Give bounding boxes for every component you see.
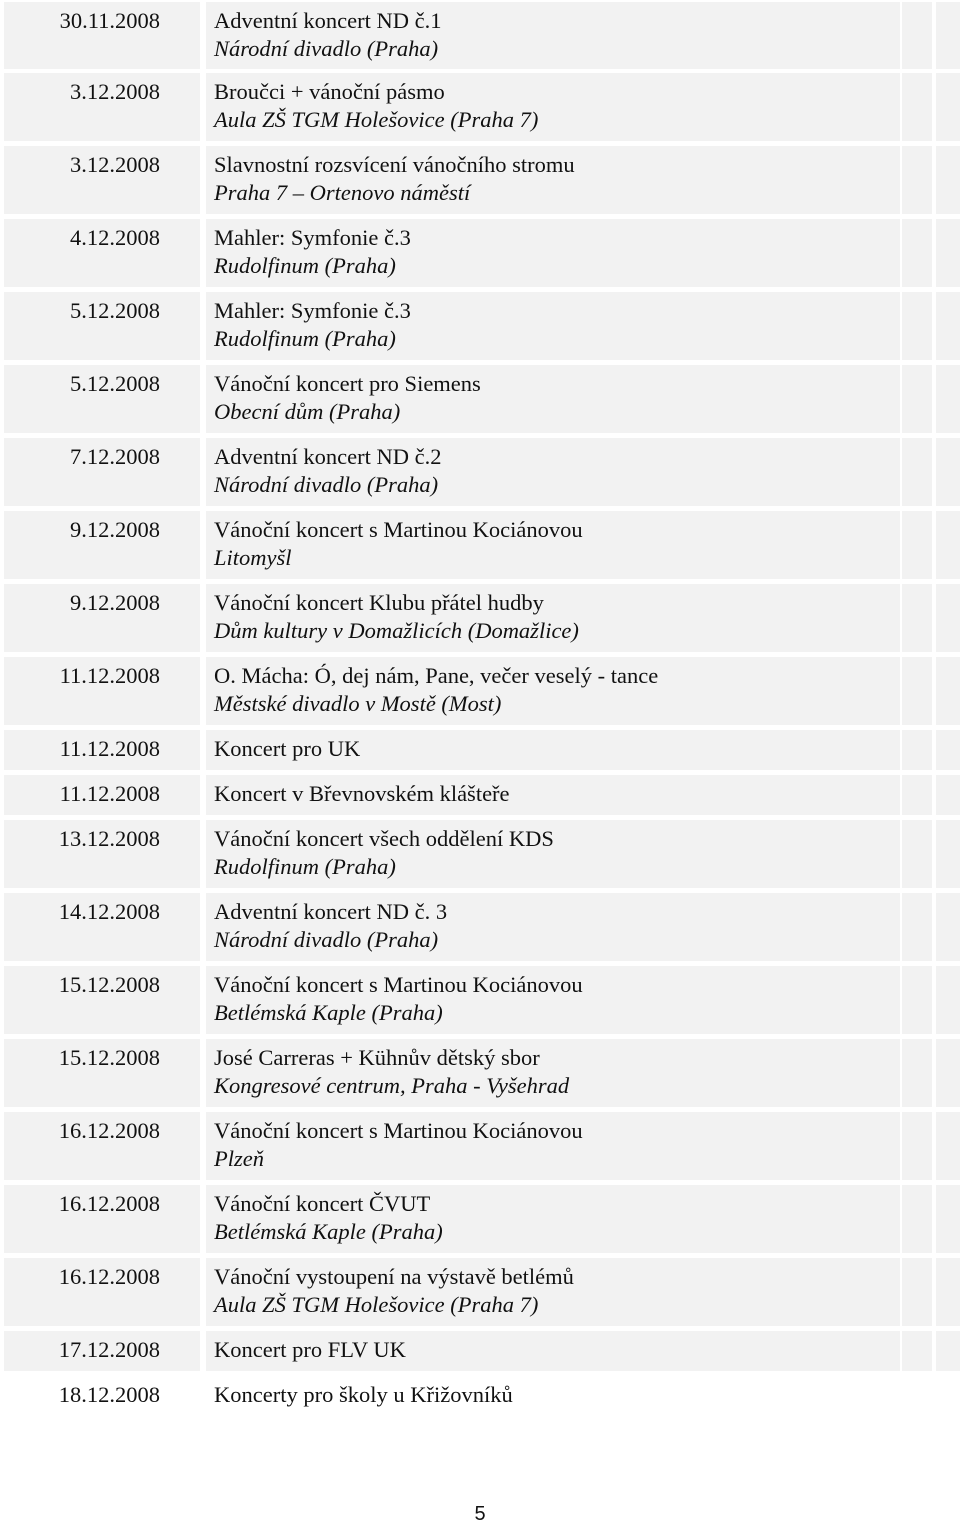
table-cell-background bbox=[936, 365, 960, 433]
table-cell-background bbox=[936, 893, 960, 961]
table-row bbox=[0, 1112, 960, 1180]
event-venue: Dům kultury v Domažlicích (Domažlice) bbox=[214, 618, 579, 643]
table-cell-background bbox=[936, 1258, 960, 1326]
event-date: 13.12.2008 bbox=[58, 826, 160, 851]
table-cell-background bbox=[936, 730, 960, 770]
table-cell-background bbox=[902, 365, 932, 433]
table-row bbox=[0, 893, 960, 961]
event-date: 5.12.2008 bbox=[70, 298, 160, 323]
event-title: Koncert pro UK bbox=[214, 736, 361, 761]
table-cell-background bbox=[936, 438, 960, 506]
event-date: 30.11.2008 bbox=[59, 8, 160, 33]
event-date: 16.12.2008 bbox=[58, 1191, 160, 1216]
table-cell-background bbox=[902, 1185, 932, 1253]
event-venue: Aula ZŠ TGM Holešovice (Praha 7) bbox=[214, 1292, 539, 1317]
event-venue: Praha 7 – Ortenovo náměstí bbox=[214, 180, 471, 205]
table-row bbox=[0, 775, 960, 815]
event-date: 11.12.2008 bbox=[59, 736, 160, 761]
table-row bbox=[0, 438, 960, 506]
table-row bbox=[0, 730, 960, 770]
table-cell-background bbox=[936, 146, 960, 214]
table-cell-background bbox=[936, 1185, 960, 1253]
table-cell-background bbox=[902, 1039, 932, 1107]
table-row bbox=[0, 365, 960, 433]
event-title: Adventní koncert ND č. 3 bbox=[214, 899, 448, 924]
table-row bbox=[0, 1185, 960, 1253]
event-title: Koncert pro FLV UK bbox=[214, 1337, 406, 1362]
event-date: 11.12.2008 bbox=[59, 781, 160, 806]
event-date: 4.12.2008 bbox=[70, 225, 160, 250]
table-cell-background bbox=[936, 966, 960, 1034]
table-cell-background bbox=[936, 1331, 960, 1371]
table-row bbox=[0, 292, 960, 360]
table-cell-background bbox=[902, 73, 932, 141]
event-title: Vánoční koncert s Martinou Kociánovou bbox=[214, 972, 583, 997]
page-number: 5 bbox=[474, 1503, 486, 1525]
event-title: Mahler: Symfonie č.3 bbox=[214, 225, 411, 250]
event-title: O. Mácha: Ó, dej nám, Pane, večer veselý - tance bbox=[214, 663, 659, 688]
event-date: 17.12.2008 bbox=[58, 1337, 160, 1362]
event-title: Vánoční koncert s Martinou Kociánovou bbox=[214, 1118, 583, 1143]
table-cell-background bbox=[936, 775, 960, 815]
event-venue: Národní divadlo (Praha) bbox=[214, 472, 439, 497]
event-date: 9.12.2008 bbox=[70, 517, 160, 542]
event-date: 7.12.2008 bbox=[70, 444, 160, 469]
table-cell-background bbox=[936, 292, 960, 360]
event-date: 11.12.2008 bbox=[59, 663, 160, 688]
table-cell-background bbox=[936, 820, 960, 888]
table-row bbox=[0, 2, 960, 69]
event-venue: Kongresové centrum, Praha - Vyšehrad bbox=[214, 1073, 570, 1098]
event-venue: Městské divadlo v Mostě (Most) bbox=[214, 691, 502, 716]
event-date: 5.12.2008 bbox=[70, 371, 160, 396]
event-venue: Plzeň bbox=[214, 1146, 264, 1171]
event-venue: Betlémská Kaple (Praha) bbox=[214, 1219, 443, 1244]
table-row bbox=[0, 511, 960, 579]
event-date: 3.12.2008 bbox=[70, 152, 160, 177]
table-cell-background bbox=[936, 73, 960, 141]
table-cell-background bbox=[936, 219, 960, 287]
table-row bbox=[0, 1331, 960, 1371]
event-date: 14.12.2008 bbox=[58, 899, 160, 924]
event-date: 3.12.2008 bbox=[70, 79, 160, 104]
event-title: Adventní koncert ND č.1 bbox=[214, 8, 442, 33]
table-cell-background bbox=[902, 730, 932, 770]
table-cell-background bbox=[902, 219, 932, 287]
event-date: 15.12.2008 bbox=[58, 1045, 160, 1070]
event-date: 16.12.2008 bbox=[58, 1264, 160, 1289]
table-cell-background bbox=[936, 584, 960, 652]
event-title: Vánoční koncert ČVUT bbox=[214, 1191, 431, 1216]
table-cell-background bbox=[936, 511, 960, 579]
event-date: 16.12.2008 bbox=[58, 1118, 160, 1143]
event-title: Koncerty pro školy u Křižovníků bbox=[214, 1382, 513, 1407]
event-venue: Aula ZŠ TGM Holešovice (Praha 7) bbox=[214, 107, 539, 132]
event-title: Vánoční vystoupení na výstavě betlémů bbox=[214, 1264, 574, 1289]
event-title: Koncert v Břevnovském klášteře bbox=[214, 781, 510, 806]
table-cell-background bbox=[902, 1112, 932, 1180]
table-row bbox=[0, 1376, 960, 1416]
event-title: Mahler: Symfonie č.3 bbox=[214, 298, 411, 323]
table-cell-background bbox=[902, 775, 932, 815]
table-row bbox=[0, 219, 960, 287]
event-venue: Rudolfinum (Praha) bbox=[214, 326, 396, 351]
table-cell-background bbox=[902, 820, 932, 888]
event-venue: Rudolfinum (Praha) bbox=[214, 854, 396, 879]
event-title: Vánoční koncert Klubu přátel hudby bbox=[214, 590, 544, 615]
event-venue: Národní divadlo (Praha) bbox=[214, 927, 439, 952]
table-cell-background bbox=[902, 2, 932, 69]
event-venue: Obecní dům (Praha) bbox=[214, 399, 401, 424]
table-cell-background bbox=[902, 146, 932, 214]
event-title: Vánoční koncert pro Siemens bbox=[214, 371, 481, 396]
event-title: Slavnostní rozsvícení vánočního stromu bbox=[214, 152, 575, 177]
table-cell-background bbox=[936, 1112, 960, 1180]
table-cell-background bbox=[902, 584, 932, 652]
table-cell-background bbox=[902, 1331, 932, 1371]
event-title: José Carreras + Kühnův dětský sbor bbox=[214, 1045, 540, 1070]
table-cell-background bbox=[902, 438, 932, 506]
table-cell-background bbox=[902, 966, 932, 1034]
table-cell-background bbox=[902, 1258, 932, 1326]
event-venue: Litomyšl bbox=[214, 545, 292, 570]
table-cell-background bbox=[936, 657, 960, 725]
table-cell-background bbox=[936, 2, 960, 69]
event-title: Vánoční koncert všech oddělení KDS bbox=[214, 826, 554, 851]
table-row bbox=[0, 966, 960, 1034]
event-venue: Betlémská Kaple (Praha) bbox=[214, 1000, 443, 1025]
event-venue: Rudolfinum (Praha) bbox=[214, 253, 396, 278]
table-row bbox=[0, 146, 960, 214]
event-date: 18.12.2008 bbox=[58, 1382, 160, 1407]
event-title: Broučci + vánoční pásmo bbox=[214, 79, 445, 104]
table-cell-background bbox=[936, 1039, 960, 1107]
table-cell-background bbox=[902, 657, 932, 725]
table-cell-background bbox=[902, 292, 932, 360]
table-row bbox=[0, 73, 960, 141]
event-date: 9.12.2008 bbox=[70, 590, 160, 615]
table-row bbox=[0, 820, 960, 888]
table-row bbox=[0, 1039, 960, 1107]
table-cell-background bbox=[902, 511, 932, 579]
table-cell-background bbox=[902, 893, 932, 961]
event-venue: Národní divadlo (Praha) bbox=[214, 36, 439, 61]
table-row bbox=[0, 1258, 960, 1326]
table-row bbox=[0, 657, 960, 725]
table-row bbox=[0, 584, 960, 652]
event-title: Adventní koncert ND č.2 bbox=[214, 444, 442, 469]
event-date: 15.12.2008 bbox=[58, 972, 160, 997]
event-title: Vánoční koncert s Martinou Kociánovou bbox=[214, 517, 583, 542]
